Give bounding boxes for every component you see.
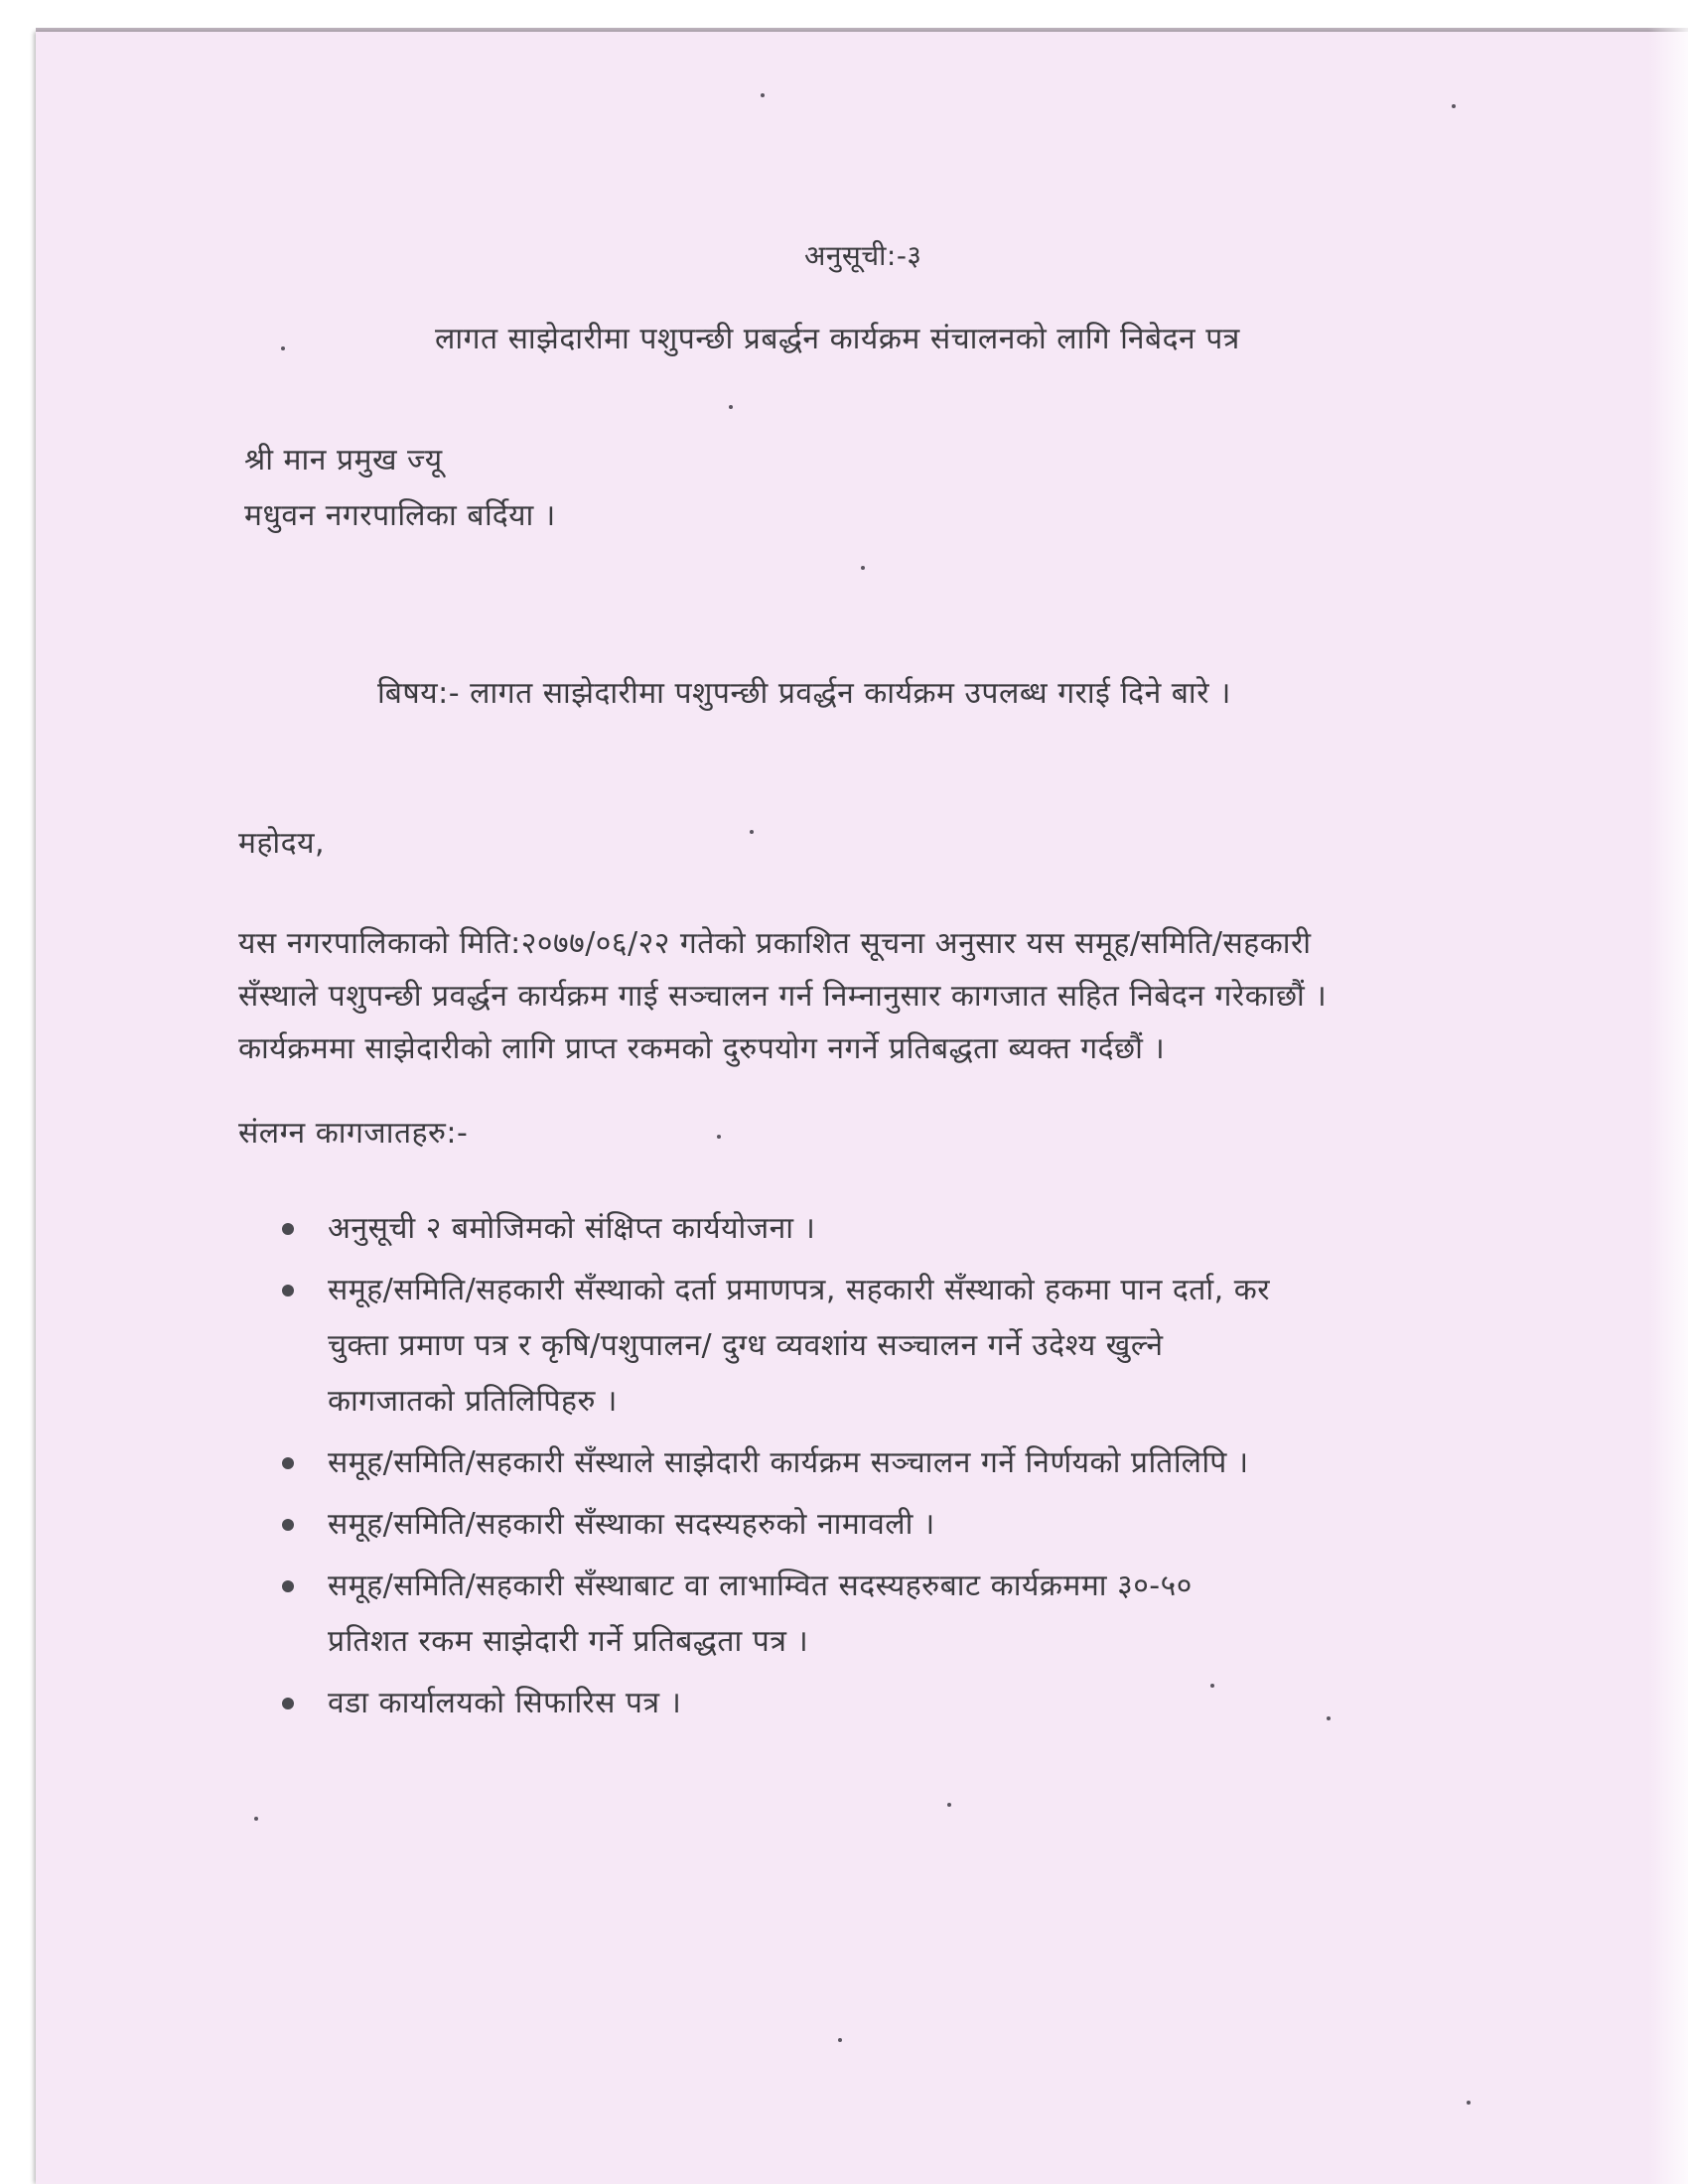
bullet-icon <box>282 1457 294 1469</box>
body-line: कार्यक्रममा साझेदारीको लागि प्राप्त रकमको दुरुपयोग नगर्ने प्रतिबद्धता ब्यक्त गर्दछौं । <box>238 1031 1166 1066</box>
scan-speck <box>1467 2101 1471 2105</box>
list-item-text: समूह/समिति/सहकारी सँस्थाले साझेदारी कार्यक्रम सञ्चालन गर्ने निर्णयको प्रतिलिपि । <box>328 1445 1249 1480</box>
list-item <box>278 1201 1489 1257</box>
scan-speck <box>750 830 754 834</box>
schedule-label: अनुसूची:-३ <box>804 239 922 272</box>
attachments-heading: संलग्न कागजातहरु:- <box>238 1116 469 1151</box>
scan-speck <box>281 346 285 350</box>
bullet-icon <box>282 1698 294 1709</box>
list-item <box>278 1263 1489 1430</box>
scan-edge-shade <box>1648 0 1688 2184</box>
list-item-text: समूह/समिति/सहकारी सँस्थाको दर्ता प्रमाणपत्र, सहकारी सँस्थाको हकमा पान दर्ता, कर <box>328 1273 1271 1307</box>
body-line: यस नगरपालिकाको मिति:२०७७/०६/२२ गतेको प्रकाशित सूचना अनुसार यस समूह/समिति/सहकारी <box>238 926 1312 961</box>
subject-line: बिषय:- लागत साझेदारीमा पशुपन्छी प्रवर्द्धन कार्यक्रम उपलब्ध गराई दिने बारे । <box>377 676 1231 711</box>
list-item-text: चुक्ता प्रमाण पत्र र कृषि/पशुपालन/ दुग्ध व्यवशांय सञ्चालन गर्ने उदेश्य खुल्ने <box>328 1328 1164 1363</box>
body-paragraph <box>238 917 1479 1075</box>
addressee-line-1: श्री मान प्रमुख ज्यू <box>244 443 443 478</box>
scan-speck <box>717 1135 721 1139</box>
list-item-text: समूह/समिति/सहकारी सँस्थाबाट वा लाभाम्वित सदस्यहरुबाट कार्यक्रममा ३०-५० <box>328 1569 1193 1603</box>
list-item-text: समूह/समिति/सहकारी सँस्थाका सदस्यहरुको नामावली । <box>328 1507 935 1542</box>
scan-speck <box>1210 1684 1214 1688</box>
bullet-icon <box>282 1223 294 1235</box>
addressee-line-2: मधुवन नगरपालिका बर्दिया । <box>244 498 556 533</box>
bullet-icon <box>282 1519 294 1531</box>
list-item <box>278 1435 1489 1491</box>
list-item-text: वडा कार्यालयको सिफारिस पत्र । <box>328 1686 682 1720</box>
list-item-text: अनुसूची २ बमोजिमको संक्षिप्त कार्ययोजना । <box>328 1211 816 1246</box>
scan-speck <box>861 566 865 570</box>
scan-speck <box>838 2038 842 2042</box>
list-item <box>278 1559 1489 1670</box>
salutation: महोदय, <box>238 826 326 861</box>
scan-speck <box>729 405 733 409</box>
scan-speck <box>1452 104 1456 108</box>
scan-speck <box>1327 1716 1331 1720</box>
bullet-icon <box>282 1580 294 1592</box>
list-item-text: प्रतिशत रकम साझेदारी गर्ने प्रतिबद्धता पत्र । <box>328 1624 809 1659</box>
attachments-list <box>278 1201 1489 1737</box>
list-item <box>278 1676 1489 1731</box>
list-item <box>278 1497 1489 1553</box>
scan-speck <box>761 93 765 97</box>
scan-speck <box>947 1803 951 1807</box>
body-line: सँस्थाले पशुपन्छी प्रवर्द्धन कार्यक्रम गाई सञ्चालन गर्न निम्नानुसार कागजात सहित निबेदन गरेकाछौं । <box>238 979 1328 1014</box>
bullet-icon <box>282 1285 294 1297</box>
list-item-text: कागजातको प्रतिलिपिहरु । <box>328 1384 618 1419</box>
scan-speck <box>254 1817 258 1821</box>
document-title: लागत साझेदारीमा पशुपन्छी प्रबर्द्धन कार्यक्रम संचालनको लागि निबेदन पत्र <box>435 322 1240 356</box>
